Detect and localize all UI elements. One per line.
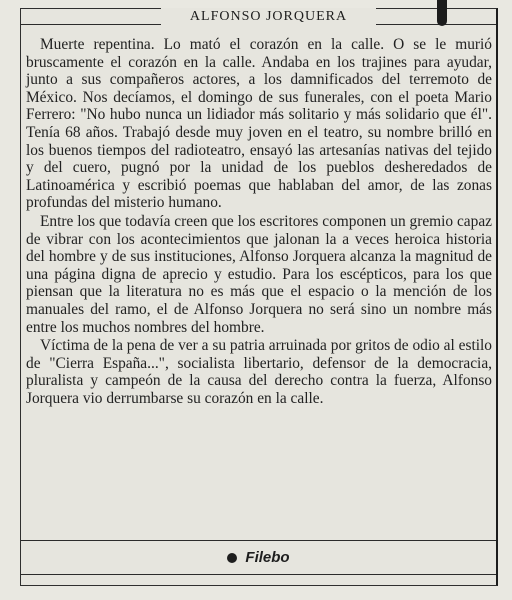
article-paragraph-2: Entre los que todavía creen que los escritores componen un gremio capaz de vibrar con los acontecimientos que jalonan la a veces heroica historia del hombre y de sus instituciones, Alfonso Jorquera alcanza la magnitud de una página digna de aprecio y estudio. Para los escépticos, para los que piensan que la literatura no es más que el espacio o la mención de los manuales del ramo, el de Alfonso Jorquera no será sino un nombre más entre los muchos nombres del hombre. — [26, 212, 492, 336]
article-frame — [20, 8, 498, 586]
article-title: ALFONSO JORQUERA — [161, 8, 376, 26]
byline-author: Filebo — [245, 549, 290, 566]
article-body — [26, 36, 492, 408]
byline-bottom-rule — [21, 574, 496, 575]
article-paragraph-3: Víctima de la pena de ver a su patria arruinada por gritos de odio al estilo de "Cierra España...", socialista libertario, defensor de la democracia, pluralista y campeón de la causa del derecho contra la fuerza, Alfonso Jorquera vio derrumbarse su corazón en la calle. — [26, 337, 492, 407]
byline-top-rule — [21, 540, 496, 541]
bullet-icon — [227, 553, 237, 563]
article-paragraph-1: Muerte repentina. Lo mató el corazón en la calle. O se le murió bruscamente el corazón en la calle. Andaba en los trajines para ayudar, junto a sus compañeros actores, a los damnificados del terremoto de México. Nos decíamos, el domingo de sus funerales, con el poeta Mario Ferrero: "No hubo nunca un lidiador más solitario y más solidario que él". Tenía 68 años. Trabajó desde muy joven en el teatro, su nombre brilló en los buenos tiempos del radioteatro, ensayó las artesanías nativas del tejido y del cuero, pugnó por la unidad de los pueblos desheredados de Latinoamérica y escribió poemas que hablaban del amor, de las zonas profundas del misterio humano. — [26, 36, 492, 212]
quote-mark-icon — [437, 0, 447, 26]
byline — [21, 549, 496, 566]
